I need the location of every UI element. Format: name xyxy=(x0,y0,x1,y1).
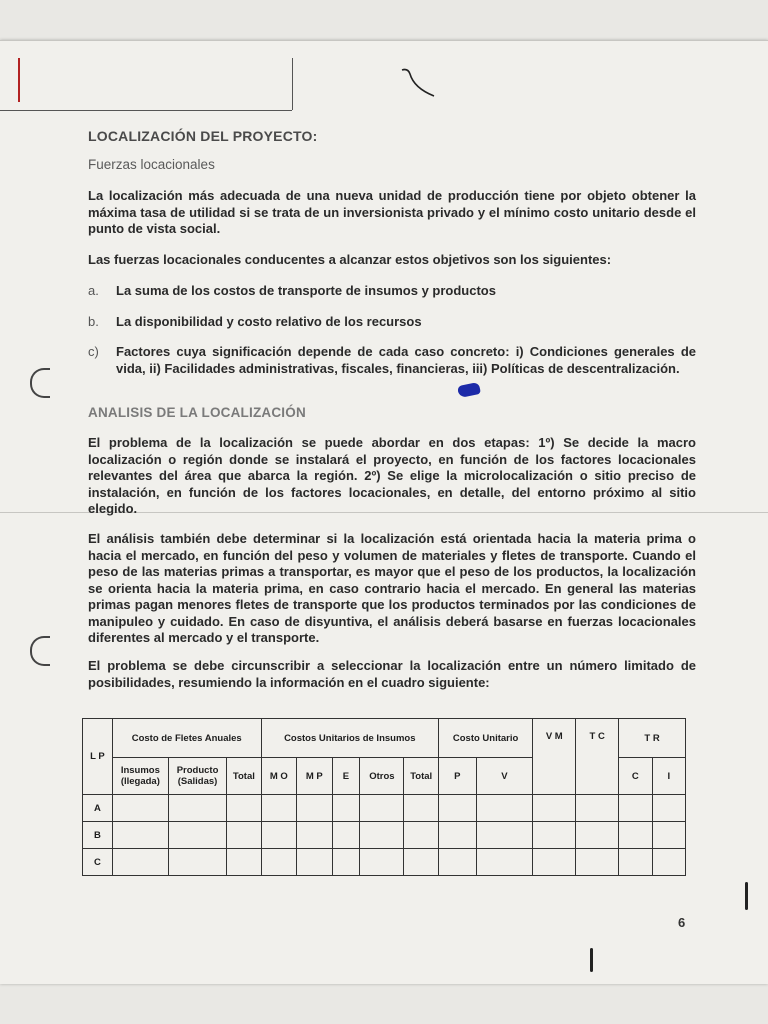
col-otros: Otros xyxy=(360,758,404,795)
intro-paragraph: La localización más adecuada de una nueva unidad de producción tiene por objeto obtener la máxima tasa de utilidad si se trata de un inversionista privado y el mínimo costo unitario desde el punto de vista social. xyxy=(88,188,696,236)
analysis-paragraph-1: El problema de la localización se puede abordar en dos etapas: 1º) Se decide la macro localización o región donde se instalará el proyecto, en función de los factores locacionales relevantes del área que abarca la región. 2º) Se elige la microlocalización o sitio preciso de instalación, en función de los factores locacionales, en detalle, del entorno próximo al sitio elegido. xyxy=(88,435,696,516)
pen-mark xyxy=(745,882,748,910)
col-tc: T C xyxy=(576,719,619,795)
col-lp: L P xyxy=(83,719,113,795)
section-subtitle: Fuerzas locacionales xyxy=(88,157,215,172)
col-producto: Producto (Salidas) xyxy=(168,758,226,795)
col-tr: T R xyxy=(619,719,686,758)
pen-tick-icon xyxy=(400,68,436,98)
analysis-paragraph-3: El problema se debe circunscribir a seleccionar la localización entre un número limitado de posibilidades, resumiendo la información en el cuadro siguiente: xyxy=(88,658,696,690)
col-insumos: Insumos (llegada) xyxy=(112,758,168,795)
page-edge xyxy=(0,40,768,41)
group-costo-unitario: Costo Unitario xyxy=(438,719,532,758)
list-marker: a. xyxy=(88,283,99,298)
col-e: E xyxy=(332,758,360,795)
punch-hole-icon xyxy=(30,636,50,666)
red-margin-mark xyxy=(18,58,20,102)
table-row xyxy=(83,822,686,849)
corner-line-vertical xyxy=(292,58,293,110)
analysis-paragraph-2: El análisis también debe determinar si la localización está orientada hacia la materia prima o hacia el mercado, en función del peso y volumen de materiales y fletes de transporte. Cuando el peso de las materias primas a transportar, es mayor que el peso de los productos, la localización se orienta hacia la materia prima, en caso contrario hacia el mercado. En general las materias primas pagan menores fletes de transporte que los productos terminados por las condiciones de manipuleo y cuidado. En caso de disyuntiva, el análisis deberá basarse en fuerzas locacionales diferentes al mercado y el transporte. xyxy=(88,531,696,645)
table-row xyxy=(83,849,686,876)
col-mp: M P xyxy=(297,758,332,795)
pen-mark xyxy=(590,948,593,972)
col-vm: V M xyxy=(533,719,576,795)
location-comparison-table xyxy=(82,718,686,876)
row-label: A xyxy=(83,795,113,822)
col-total-fletes: Total xyxy=(227,758,261,795)
list-item-text: La suma de los costos de transporte de insumos y productos xyxy=(116,283,496,298)
col-total-insumos: Total xyxy=(404,758,438,795)
page-title: LOCALIZACIÓN DEL PROYECTO: xyxy=(88,128,318,144)
forces-intro: Las fuerzas locacionales conducentes a alcanzar estos objetivos son los siguientes: xyxy=(88,252,612,267)
analysis-title: ANALISIS DE LA LOCALIZACIÓN xyxy=(88,405,306,420)
page-number: 6 xyxy=(678,915,686,930)
corner-line xyxy=(0,110,292,111)
list-marker: c) xyxy=(88,344,99,359)
list-marker: b. xyxy=(88,314,99,329)
row-label: C xyxy=(83,849,113,876)
row-label: B xyxy=(83,822,113,849)
list-item-text: Factores cuya significación depende de cada caso concreto: i) Condiciones generales de vida, ii) Facilidades administrativas, fiscales, financieras, iii) Políticas de descentralización. xyxy=(116,344,696,376)
group-insumos: Costos Unitarios de Insumos xyxy=(261,719,438,758)
col-i: I xyxy=(652,758,685,795)
col-mo: M O xyxy=(261,758,296,795)
table-row xyxy=(83,795,686,822)
list-item-text: La disponibilidad y costo relativo de los recursos xyxy=(116,314,422,329)
col-p: P xyxy=(438,758,476,795)
col-c: C xyxy=(619,758,653,795)
punch-hole-icon xyxy=(30,368,50,398)
group-fletes: Costo de Fletes Anuales xyxy=(112,719,261,758)
list-item xyxy=(88,314,696,331)
list-item xyxy=(88,283,696,300)
col-v: V xyxy=(476,758,533,795)
list-item xyxy=(88,344,696,377)
